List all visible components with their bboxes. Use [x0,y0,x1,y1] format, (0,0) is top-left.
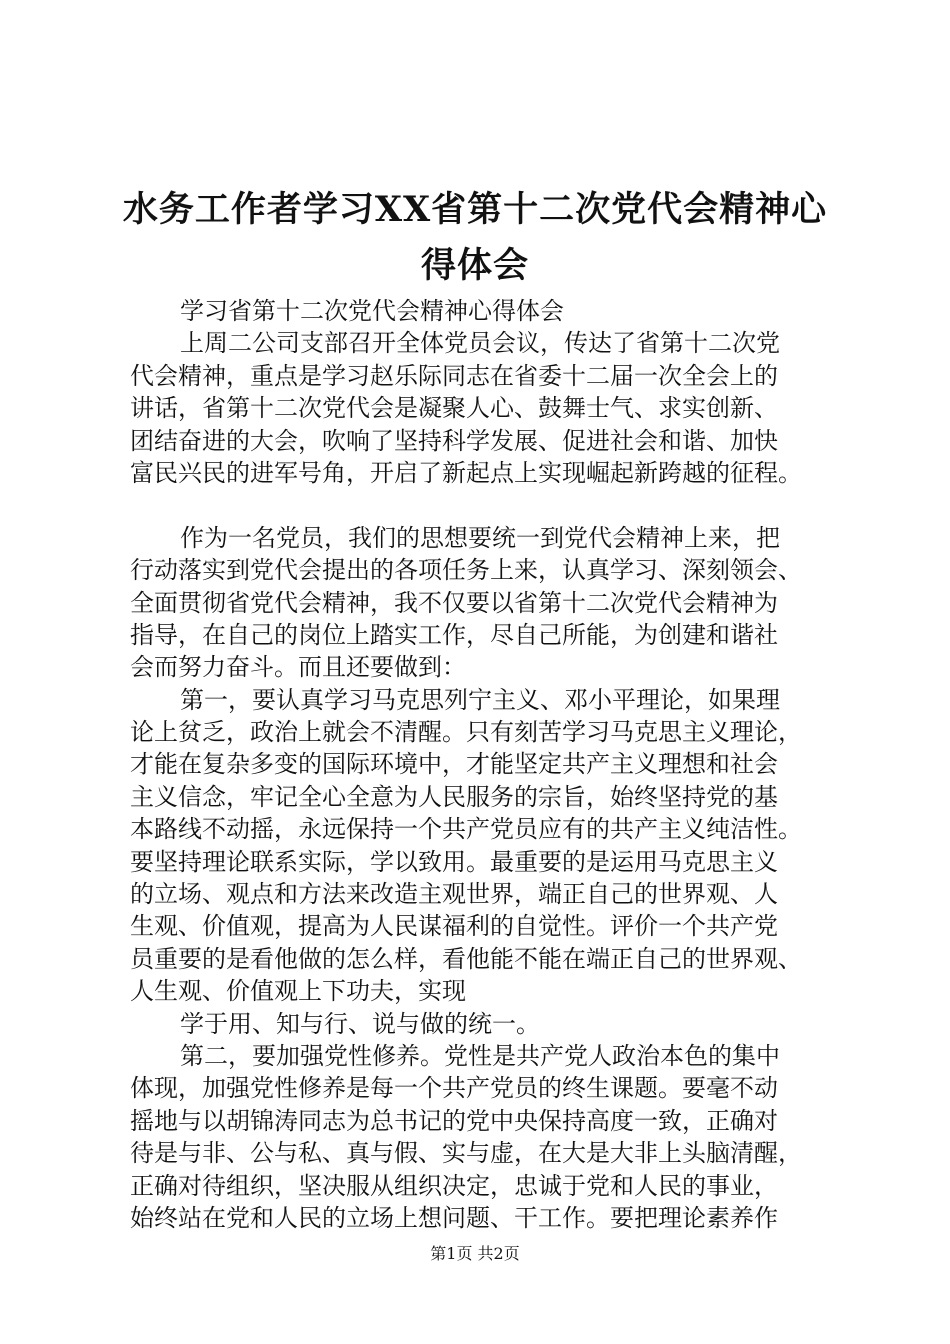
body-line: 摇地与以胡锦涛同志为总书记的党中央保持高度一致，正确对 [130,1106,778,1135]
body-line: 本路线不动摇，永远保持一个共产党员应有的共产主义纯洁性。 [130,815,802,844]
page-footer: 第1页 共2页 [430,1244,520,1263]
body-line: 第一，要认真学习马克思列宁主义、邓小平理论，如果理 [180,685,780,714]
body-line: 体现，加强党性修养是每一个共产党员的终生课题。要毫不动 [130,1074,778,1103]
body-line: 学习省第十二次党代会精神心得体会 [180,297,564,325]
blank-line [130,489,840,521]
body-line: 才能在复杂多变的国际环境中，才能坚定共产主义理想和社会 [130,750,778,779]
body-line: 行动落实到党代会提出的各项任务上来，认真学习、深刻领会、 [130,556,802,585]
body-line: 全面贯彻省党代会精神，我不仅要以省第十二次党代会精神为 [130,588,778,617]
body-line: 的立场、观点和方法来改造主观世界，端正自己的世界观、人 [130,880,778,909]
body-line: 生观、价值观，提高为人民谋福利的自觉性。评价一个共产党 [130,912,778,941]
body-line: 指导，在自己的岗位上踏实工作，尽自己所能，为创建和谐社 [130,620,778,649]
body-line: 代会精神，重点是学习赵乐际同志在省委十二届一次全会上的 [130,361,778,390]
body-line: 主义信念，牢记全心全意为人民服务的宗旨，始终坚持党的基 [130,782,778,811]
body-line: 待是与非、公与私、真与假、实与虚，在大是大非上头脑清醒， [130,1139,802,1168]
body-line: 员重要的是看他做的怎么样，看他能不能在端正自己的世界观、 [130,944,802,973]
body-line: 第二，要加强党性修养。党性是共产党人政治本色的集中 [180,1041,780,1070]
body-line: 论上贫乏，政治上就会不清醒。只有刻苦学习马克思主义理论， [130,718,802,747]
body-line: 人生观、价值观上下功夫，实现 [130,977,466,1006]
body-line: 会而努力奋斗。而且还要做到： [130,653,466,682]
body-line: 要坚持理论联系实际，学以致用。最重要的是运用马克思主义 [130,847,778,876]
body-line: 始终站在党和人民的立场上想问题、干工作。要把理论素养作 [130,1203,778,1232]
document-title-line-1: 水务工作者学习XX省第十二次党代会精神心 [122,189,828,230]
document-body [130,295,840,1234]
body-line: 上周二公司支部召开全体党员会议，传达了省第十二次党 [180,329,780,358]
body-line: 正确对待组织，坚决服从组织决定，忠诚于党和人民的事业， [130,1171,778,1200]
body-line: 学于用、知与行、说与做的统一。 [180,1009,540,1038]
body-line: 团结奋进的大会，吹响了坚持科学发展、促进社会和谐、加快 [130,426,778,455]
body-line: 讲话，省第十二次党代会是凝聚人心、鼓舞士气、求实创新、 [130,394,778,423]
document-title-line-2: 得体会 [420,245,529,286]
body-line: 富民兴民的进军号角，开启了新起点上实现崛起新跨越的征程。 [130,458,802,487]
body-line: 作为一名党员，我们的思想要统一到党代会精神上来，把 [180,523,780,552]
